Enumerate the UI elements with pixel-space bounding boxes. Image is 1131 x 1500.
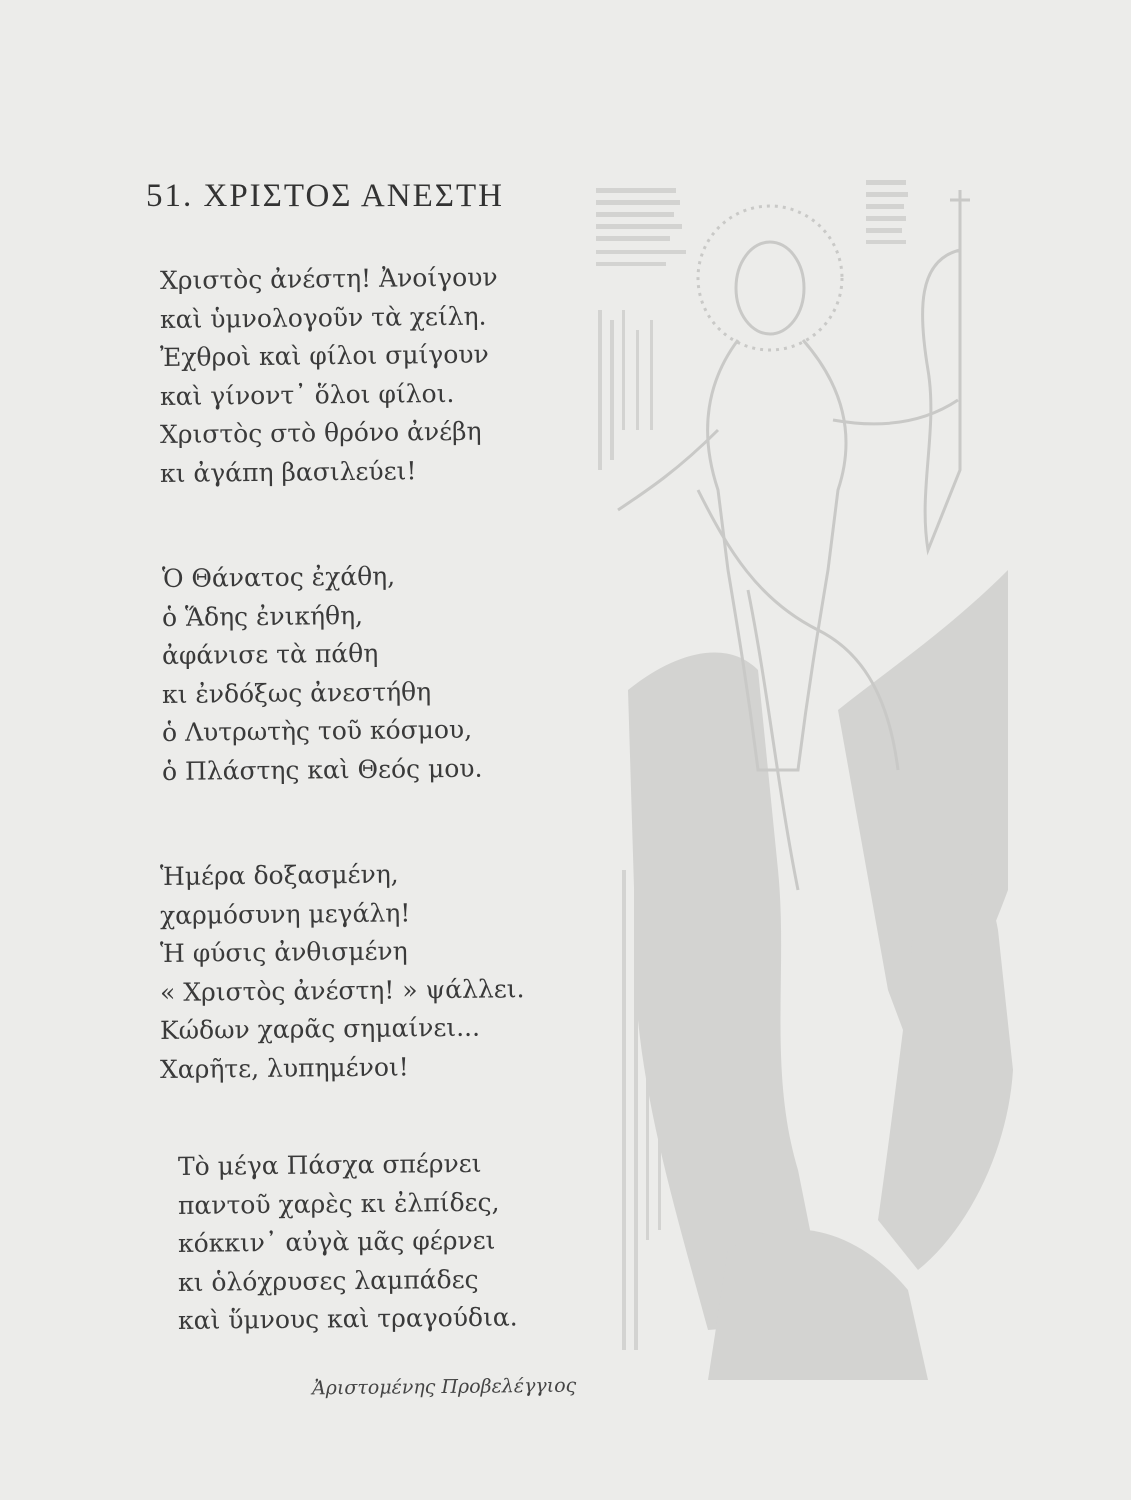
verse-line: Ὁ Θάνατος ἐχάθη,	[161, 561, 396, 593]
verse-line: καὶ ὑμνολογοῦν τὰ χείλη.	[159, 301, 487, 334]
verse-line: κόκκιν᾽ αὐγὰ μᾶς φέρνει	[177, 1225, 496, 1258]
verse-line: Χριστὸς στὸ θρόνο ἀνέβη	[159, 416, 482, 449]
poem-author: Ἀριστομένης Προβελέγγιος	[311, 1374, 577, 1400]
stanza-1	[160, 262, 600, 493]
verse-line: Τὸ μέγα Πάσχα σπέρνει	[177, 1148, 482, 1181]
verse-line: Χριστὸς ἀνέστη! Ἀνοίγουν	[159, 262, 498, 295]
verse-line: Ἡ φύσις ἀνθισμένη	[159, 936, 408, 968]
stanza-4	[178, 1148, 618, 1341]
stanza-2	[162, 560, 602, 791]
verse-line: ἀφάνισε τὰ πάθη	[161, 638, 379, 670]
verse-line: Κώδων χαρᾶς σημαίνει...	[159, 1012, 481, 1045]
verse-line: Ἡμέρα δοξασμένη,	[159, 859, 399, 891]
stanza-3	[160, 858, 600, 1089]
verse-line: ὁ Πλάστης καὶ Θεός μου.	[161, 753, 483, 786]
verse-line: καὶ γίνοντ᾽ ὅλοι φίλοι.	[159, 378, 455, 411]
verse-line: καὶ ὕμνους καὶ τραγούδια.	[177, 1302, 518, 1335]
verse-line: κι ἐνδόξως ἀνεστήθη	[161, 676, 432, 709]
resurrection-illustration	[588, 170, 1028, 1400]
verse-line: ὁ Λυτρωτὴς τοῦ κόσμου,	[161, 714, 473, 747]
verse-line: Ἐχθροὶ καὶ φίλοι σμίγουν	[159, 339, 489, 372]
verse-line: « Χριστὸς ἀνέστη! » ψάλλει.	[159, 973, 525, 1007]
verse-line: χαρμόσυνη μεγάλη!	[159, 897, 411, 930]
verse-line: παντοῦ χαρὲς κι ἐλπίδες,	[177, 1187, 500, 1220]
poem-title: 51. ΧΡΙΣΤΟΣ ΑΝΕΣΤΗ	[146, 178, 504, 214]
verse-line: κι ἀγάπη βασιλεύει!	[159, 455, 417, 488]
verse-line: κι ὁλόχρυσες λαμπάδες	[177, 1264, 479, 1297]
verse-line: Χαρῆτε, λυπημένοι!	[159, 1051, 409, 1084]
verse-line: ὁ Ἅδης ἐνικήθη,	[161, 600, 364, 632]
